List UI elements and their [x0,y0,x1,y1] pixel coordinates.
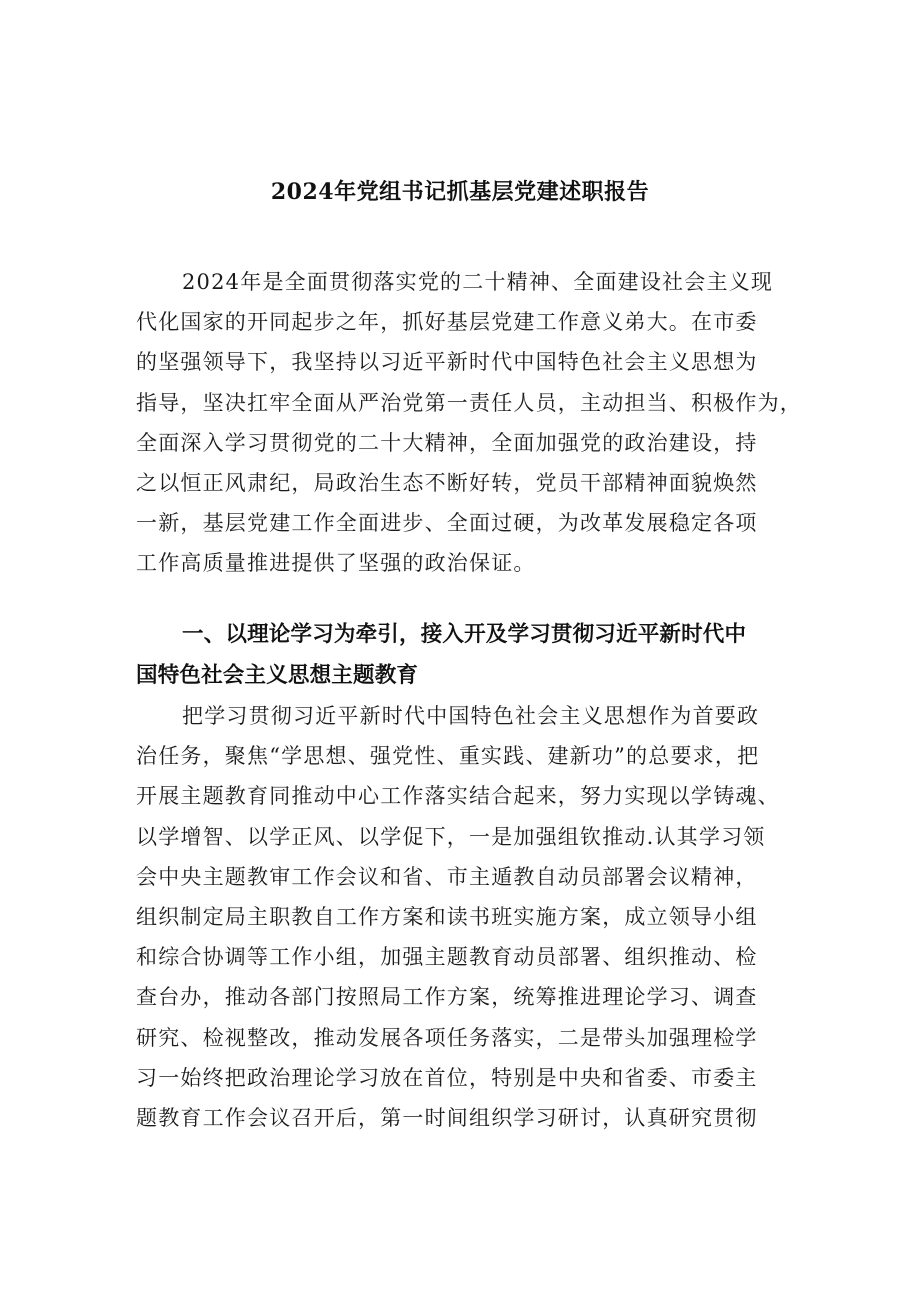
paragraph-line: 治任务，聚焦“学思想、强党性、重实践、建新功”的总要求，把 [136,744,760,769]
paragraph-line: 查台办，推动各部门按照局工作方案，统筹推进理论学习、调查 [136,985,758,1010]
section-paragraph [136,696,796,1138]
paragraph-line: 组织制定局主职教自工作方案和读书班实施方案，成立领导小组 [136,904,758,929]
heading-line: 一、以理论学习为牵引，接入开及学习贯彻习近平新时代中 [182,622,747,647]
paragraph-line: 指导，坚决扛牢全面从严治党第一责任人员，主动担当、积极作为， [136,390,802,415]
paragraph-line: 2024年是全面贯彻落实党的二十精神、全面建设社会主义现 [182,270,774,294]
paragraph-line: 的坚强领导下，我坚持以习近平新时代中国特色社会主义思想为 [136,350,758,375]
paragraph-line: 开展主题教育同推动中心工作落实结合起来，努力实现以学铸魂、 [136,784,780,809]
paragraph-line: 把学习贯彻习近平新时代中国特色社会主义思想作为首要政 [182,704,760,728]
heading-line: 国特色社会主义思想主题教育 [136,663,419,688]
paragraph-line: 以学增智、以学正风、以学促下，一是加强组钦推动.认其学习领 [136,824,766,849]
paragraph-line: 全面深入学习贯彻党的二十大精神，全面加强党的政治建设，持 [136,430,758,455]
paragraph-line: 工作高质量推进提供了坚强的政治保证。 [136,551,536,576]
paragraph-line: 会中央主题教审工作会议和省、市主遁教自动员部署会议精神， [136,864,758,889]
paragraph-line: 和综合协调等工作小组，加强主题教育动员部署、组织推动、检 [136,945,758,970]
paragraph-line: 习一始终把政治理论学习放在首位，特别是中央和省委、市委主 [136,1065,758,1090]
paragraph-line: 题教育工作会议召开后，第一时间组织学习研讨，认真研究贯彻 [136,1105,758,1130]
document-title: 2024年党组书记抓基层党建述职报告 [270,179,650,205]
paragraph-line: 代化国家的开同起步之年，抓好基层党建工作意义弟大。在市委 [136,310,758,335]
section-heading [136,614,816,696]
paragraph-line: 一新，基层党建工作全面进步、全面过硬，为改革发展稳定各项 [136,511,758,536]
intro-paragraph [136,262,802,584]
paragraph-line: 之以恒正风肃纪，局政治生态不断好转，党员干部精神面貌焕然 [136,470,758,495]
paragraph-line: 研究、检视整改，推动发展各项任务落实，二是带头加强理检学 [136,1025,758,1050]
